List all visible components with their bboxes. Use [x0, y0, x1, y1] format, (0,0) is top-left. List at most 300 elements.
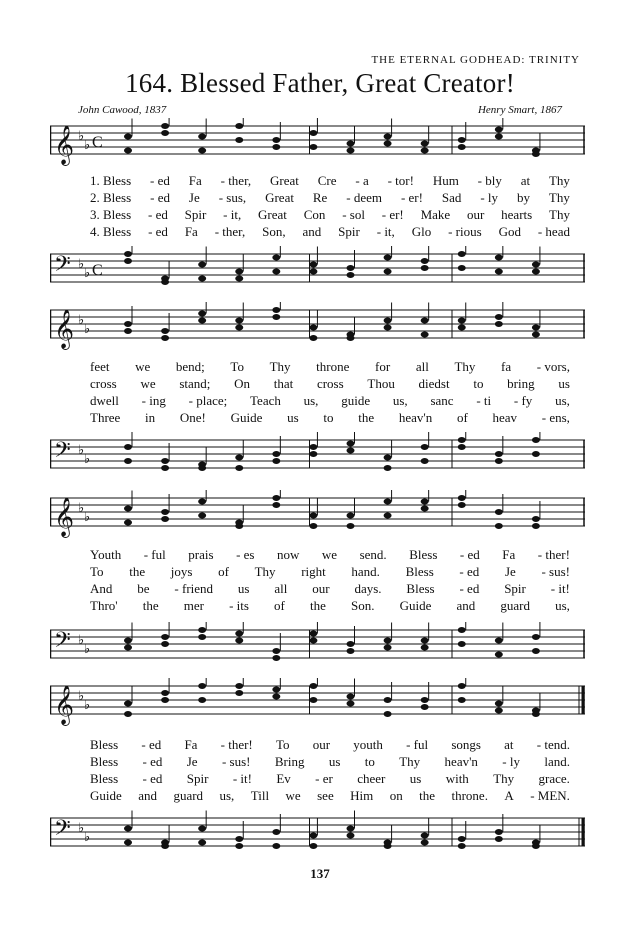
lyric-syllable: - it! — [550, 581, 570, 596]
note-head — [198, 134, 206, 140]
lyric-line — [90, 172, 570, 189]
note-head — [347, 148, 355, 154]
lyric-line — [90, 206, 570, 223]
note-head — [161, 516, 169, 522]
lyric-syllable: Je — [186, 754, 198, 769]
note-head — [384, 513, 392, 519]
lyric-syllable: - a — [355, 173, 369, 188]
lyric-syllable: - ed — [142, 754, 163, 769]
lyric-syllable: us, — [303, 393, 319, 408]
lyric-line — [90, 392, 570, 409]
lyric-syllable: our — [312, 581, 330, 596]
lyric-syllable: cheer — [357, 771, 386, 786]
note-head — [198, 697, 206, 703]
lyric-syllable: Je — [188, 190, 200, 205]
lyric-syllable: that — [273, 376, 294, 391]
lyric-syllable: Spir — [504, 581, 526, 596]
lyric-syllable: youth — [353, 737, 383, 752]
note-head — [309, 325, 317, 331]
note-head — [309, 697, 317, 703]
note-head — [384, 697, 392, 703]
lyric-syllable: we — [135, 359, 151, 374]
note-head — [421, 638, 429, 644]
lyric-syllable: Bless — [406, 581, 435, 596]
note-head — [347, 272, 355, 278]
lyric-syllable: guide — [341, 393, 371, 408]
note-head — [532, 843, 540, 849]
note-head — [495, 836, 503, 842]
lyric-line — [90, 787, 570, 804]
note-head — [124, 148, 132, 154]
note-head — [272, 843, 280, 849]
flat-icon: ♭ — [84, 829, 91, 844]
lyric-syllable: the — [310, 598, 326, 613]
lyric-syllable: guard — [500, 598, 530, 613]
lyric-syllable: - er! — [381, 207, 404, 222]
lyric-syllable: - er! — [400, 190, 423, 205]
note-head — [347, 826, 355, 832]
lyric-syllable: Je — [504, 564, 516, 579]
lyric-line — [90, 563, 570, 580]
lyric-syllable: bring — [507, 376, 535, 391]
lyric-syllable: - vors, — [536, 359, 570, 374]
note-head — [384, 455, 392, 461]
note-head — [347, 648, 355, 654]
lyric-line — [90, 223, 570, 240]
note-head — [347, 448, 355, 454]
lyric-line — [90, 580, 570, 597]
note-head — [161, 697, 169, 703]
lyric-syllable: heav'n — [398, 410, 433, 425]
lyric-syllable: Bless — [409, 547, 438, 562]
note-head — [309, 130, 317, 136]
note-head — [198, 634, 206, 640]
lyric-syllable: us, — [219, 788, 235, 803]
lyric-syllable: Fa — [188, 173, 202, 188]
lyric-syllable: - ther, — [214, 224, 246, 239]
note-head — [532, 523, 540, 529]
note-head — [495, 708, 503, 714]
lyric-syllable: throne — [316, 359, 350, 374]
lyric-syllable: with — [445, 771, 469, 786]
note-head — [124, 701, 132, 707]
note-head — [458, 641, 466, 647]
lyric-syllable: diedst — [418, 376, 450, 391]
note-head — [309, 144, 317, 150]
lyric-syllable: Guide — [399, 598, 432, 613]
note-head — [532, 437, 540, 443]
lyric-syllable: - friend — [174, 581, 214, 596]
note-head — [235, 836, 243, 842]
note-head — [495, 269, 503, 275]
lyric-syllable: Son, — [262, 224, 286, 239]
lyrics-block — [90, 172, 570, 240]
flat-icon: ♭ — [78, 500, 85, 515]
lyric-syllable: our — [467, 207, 485, 222]
flat-icon: ♭ — [78, 632, 85, 647]
lyric-syllable: hand. — [351, 564, 380, 579]
note-head — [235, 325, 243, 331]
lyric-syllable: days. — [354, 581, 382, 596]
note-head — [235, 631, 243, 637]
lyric-syllable: On — [234, 376, 250, 391]
note-head — [198, 826, 206, 832]
bass-clef-icon: 𝄢 — [54, 438, 71, 468]
treble-staff — [50, 490, 585, 538]
note-head — [421, 444, 429, 450]
lyric-syllable: - tor! — [387, 173, 414, 188]
lyric-syllable: of — [218, 564, 229, 579]
note-head — [458, 697, 466, 703]
note-head — [347, 141, 355, 147]
note-head — [421, 697, 429, 703]
lyric-syllable: Thy — [269, 359, 291, 374]
lyric-syllable: A — [504, 788, 514, 803]
note-head — [495, 458, 503, 464]
note-head — [458, 495, 466, 501]
note-head — [198, 627, 206, 633]
note-head — [124, 258, 132, 264]
lyric-syllable: Re — [312, 190, 328, 205]
note-head — [495, 638, 503, 644]
flat-icon: ♭ — [84, 509, 91, 524]
flat-icon: ♭ — [78, 256, 85, 271]
note-head — [532, 648, 540, 654]
note-head — [309, 335, 317, 341]
note-head — [495, 255, 503, 261]
note-head — [161, 641, 169, 647]
note-head — [309, 262, 317, 268]
note-head — [347, 694, 355, 700]
bass-clef-icon: 𝄢 — [54, 816, 71, 846]
lyric-syllable: And — [90, 581, 113, 596]
lyric-syllable: - ed — [150, 173, 170, 188]
lyric-line — [90, 358, 570, 375]
lyric-syllable: by — [516, 190, 530, 205]
common-time-icon: C — [92, 134, 103, 151]
note-head — [198, 513, 206, 519]
note-head — [272, 495, 280, 501]
note-head — [161, 130, 169, 136]
lyric-syllable: Bless — [90, 737, 119, 752]
bass-staff — [50, 246, 585, 294]
note-head — [272, 137, 280, 143]
note-head — [235, 269, 243, 275]
lyric-syllable: see — [317, 788, 334, 803]
lyric-syllable: be — [137, 581, 150, 596]
lyric-syllable: and — [138, 788, 157, 803]
note-head — [124, 328, 132, 334]
section-heading: THE ETERNAL GODHEAD: TRINITY — [371, 54, 580, 66]
note-head — [235, 638, 243, 644]
lyric-syllable: Great — [258, 207, 287, 222]
note-head — [495, 314, 503, 320]
lyric-syllable: - MEN. — [530, 788, 570, 803]
note-head — [309, 631, 317, 637]
lyric-syllable: Hum — [432, 173, 459, 188]
note-head — [198, 318, 206, 324]
note-head — [495, 523, 503, 529]
bass-staff — [50, 810, 585, 858]
lyric-syllable: God — [498, 224, 521, 239]
lyric-syllable: we — [140, 376, 156, 391]
note-head — [532, 151, 540, 157]
note-head — [124, 826, 132, 832]
lyric-syllable: Ev — [276, 771, 291, 786]
flat-icon: ♭ — [78, 688, 85, 703]
lyric-syllable: - it, — [223, 207, 242, 222]
lyric-syllable: and — [302, 224, 322, 239]
note-head — [272, 144, 280, 150]
treble-staff — [50, 302, 585, 350]
note-head — [124, 134, 132, 140]
note-head — [272, 458, 280, 464]
note-head — [161, 458, 169, 464]
lyric-syllable: Thy — [548, 173, 570, 188]
lyric-syllable: throne. — [451, 788, 488, 803]
lyric-syllable: One! — [179, 410, 206, 425]
lyric-syllable: - head — [537, 224, 570, 239]
lyric-syllable: grace. — [538, 771, 570, 786]
note-head — [309, 833, 317, 839]
music-system-1 — [50, 118, 585, 293]
lyric-syllable: in — [145, 410, 156, 425]
note-head — [421, 148, 429, 154]
treble-clef-icon: 𝄞 — [54, 309, 75, 349]
lyric-syllable: now — [277, 547, 300, 562]
lyric-syllable: - deem — [346, 190, 383, 205]
note-head — [421, 645, 429, 651]
note-head — [532, 262, 540, 268]
note-head — [347, 833, 355, 839]
note-head — [495, 701, 503, 707]
note-head — [272, 829, 280, 835]
note-head — [272, 314, 280, 320]
note-head — [421, 318, 429, 324]
note-head — [235, 683, 243, 689]
note-head — [532, 325, 540, 331]
note-head — [161, 123, 169, 129]
lyric-line — [90, 597, 570, 614]
lyric-line — [90, 375, 570, 392]
lyric-line — [90, 189, 570, 206]
lyric-syllable: our — [312, 737, 331, 752]
note-head — [235, 523, 243, 529]
note-head — [347, 265, 355, 271]
flat-icon: ♭ — [84, 265, 91, 280]
note-head — [272, 269, 280, 275]
note-head — [198, 311, 206, 317]
note-head — [347, 513, 355, 519]
flat-icon: ♭ — [78, 442, 85, 457]
note-head — [384, 645, 392, 651]
flat-icon: ♭ — [84, 697, 91, 712]
lyric-line — [90, 409, 570, 426]
note-head — [124, 506, 132, 512]
note-head — [309, 444, 317, 450]
lyric-syllable: - fy — [513, 393, 533, 408]
music-system-3 — [50, 490, 585, 665]
lyric-syllable: send. — [359, 547, 387, 562]
note-head — [235, 123, 243, 129]
lyric-syllable: to — [323, 410, 334, 425]
bass-clef-icon: 𝄢 — [54, 628, 71, 658]
lyric-syllable: Thy — [399, 754, 421, 769]
lyric-syllable: - sus! — [541, 564, 570, 579]
note-head — [198, 276, 206, 282]
note-head — [161, 634, 169, 640]
lyric-syllable: Spir — [184, 207, 207, 222]
lyric-syllable: Three — [90, 410, 121, 425]
lyric-syllable: - it, — [376, 224, 395, 239]
lyric-syllable: 4. Bless — [90, 224, 132, 239]
lyric-syllable: Thro' — [90, 598, 118, 613]
lyric-syllable: the — [129, 564, 146, 579]
lyric-syllable: us — [237, 581, 250, 596]
bass-staff — [50, 432, 585, 480]
bass-staff — [50, 622, 585, 670]
note-head — [421, 141, 429, 147]
lyric-syllable: heav'n — [444, 754, 478, 769]
note-head — [384, 318, 392, 324]
note-head — [384, 465, 392, 471]
lyric-syllable: hearts — [501, 207, 533, 222]
treble-staff — [50, 118, 585, 166]
lyric-syllable: 3. Bless — [90, 207, 132, 222]
lyric-syllable: Bless — [90, 771, 119, 786]
lyric-syllable: - ed — [148, 224, 168, 239]
note-head — [124, 520, 132, 526]
note-head — [347, 441, 355, 447]
lyric-syllable: Him — [350, 788, 374, 803]
note-head — [532, 269, 540, 275]
note-head — [458, 444, 466, 450]
lyric-syllable: - place; — [188, 393, 228, 408]
bass-clef-icon: 𝄢 — [54, 252, 71, 282]
lyric-syllable: - ed — [459, 581, 480, 596]
note-head — [309, 269, 317, 275]
note-head — [347, 335, 355, 341]
treble-staff — [50, 678, 585, 726]
lyric-syllable: - tend. — [536, 737, 570, 752]
note-head — [272, 648, 280, 654]
note-head — [309, 683, 317, 689]
note-head — [458, 251, 466, 257]
note-head — [532, 711, 540, 717]
lyric-syllable: guard — [173, 788, 204, 803]
note-head — [161, 465, 169, 471]
lyric-syllable: the — [358, 410, 375, 425]
lyric-syllable: us — [287, 410, 299, 425]
lyric-syllable: bend; — [175, 359, 205, 374]
note-head — [384, 638, 392, 644]
note-head — [458, 843, 466, 849]
note-head — [272, 451, 280, 457]
note-head — [198, 840, 206, 846]
note-head — [161, 690, 169, 696]
lyric-syllable: Glo — [411, 224, 432, 239]
lyric-syllable: Spir — [338, 224, 360, 239]
note-head — [272, 687, 280, 693]
lyric-syllable: us, — [555, 393, 570, 408]
lyric-syllable: - ed — [459, 564, 480, 579]
lyric-syllable: Guide — [230, 410, 263, 425]
lyric-syllable: - ther! — [537, 547, 570, 562]
lyric-syllable: to — [473, 376, 484, 391]
page-number: 137 — [310, 866, 330, 881]
note-head — [198, 148, 206, 154]
note-head — [458, 137, 466, 143]
lyric-syllable: right — [301, 564, 326, 579]
lyric-syllable: us, — [392, 393, 408, 408]
lyric-syllable: - ful — [406, 737, 429, 752]
lyric-syllable: on — [389, 788, 403, 803]
note-head — [272, 694, 280, 700]
note-head — [495, 321, 503, 327]
note-head — [384, 843, 392, 849]
lyric-syllable: To — [230, 359, 244, 374]
note-head — [458, 836, 466, 842]
lyric-syllable: of — [456, 410, 468, 425]
lyric-syllable: and — [456, 598, 476, 613]
lyric-syllable: Thou — [367, 376, 395, 391]
note-head — [235, 318, 243, 324]
note-head — [421, 499, 429, 505]
note-head — [347, 701, 355, 707]
lyric-syllable: all — [415, 359, 429, 374]
note-head — [272, 255, 280, 261]
note-head — [458, 437, 466, 443]
lyric-syllable: fa — [501, 359, 512, 374]
lyric-syllable: - its — [229, 598, 249, 613]
hymn-title: 164. Blessed Father, Great Creator! — [125, 68, 515, 98]
note-head — [124, 638, 132, 644]
note-head — [532, 451, 540, 457]
note-head — [495, 509, 503, 515]
lyric-syllable: Bring — [274, 754, 305, 769]
note-head — [495, 127, 503, 133]
lyrics-block — [90, 358, 570, 426]
flat-icon: ♭ — [84, 321, 91, 336]
lyric-syllable: - sus! — [221, 754, 251, 769]
lyric-syllable: dwell — [90, 393, 119, 408]
treble-clef-icon: 𝄞 — [54, 125, 75, 165]
lyric-syllable: - bly — [477, 173, 502, 188]
note-head — [384, 141, 392, 147]
lyric-syllable: - it! — [232, 771, 252, 786]
note-head — [235, 690, 243, 696]
note-head — [495, 134, 503, 140]
note-head — [124, 840, 132, 846]
note-head — [495, 451, 503, 457]
flat-icon: ♭ — [78, 820, 85, 835]
lyric-line — [90, 546, 570, 563]
lyric-syllable: - ed — [147, 207, 168, 222]
lyric-syllable: Spir — [186, 771, 209, 786]
note-head — [198, 262, 206, 268]
lyric-syllable: for — [375, 359, 391, 374]
lyrics-block — [90, 736, 570, 804]
lyric-syllable: Teach — [250, 393, 281, 408]
lyric-syllable: at — [504, 737, 514, 752]
composer-credit: Henry Smart, 1867 — [477, 104, 562, 116]
lyric-syllable: us — [409, 771, 422, 786]
lyric-syllable: To — [90, 564, 104, 579]
lyric-syllable: - ther, — [220, 173, 252, 188]
lyric-syllable: - ed — [150, 190, 170, 205]
note-head — [347, 641, 355, 647]
note-head — [124, 711, 132, 717]
